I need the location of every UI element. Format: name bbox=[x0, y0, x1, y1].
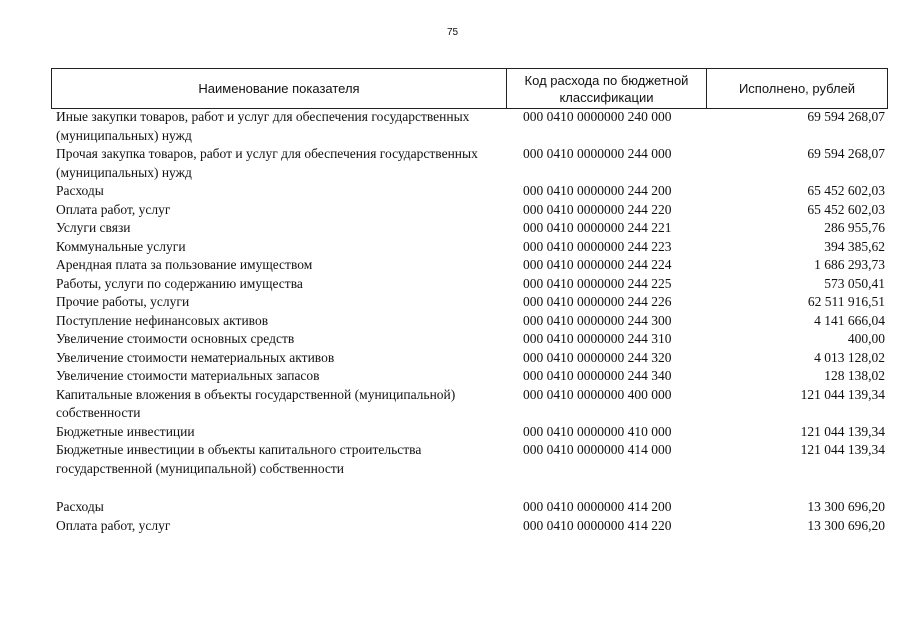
table-body bbox=[54, 108, 888, 535]
row-amount: 1 686 293,73 bbox=[814, 257, 885, 272]
row-name: Прочие работы, услуги bbox=[56, 294, 190, 309]
row-amount: 573 050,41 bbox=[824, 275, 885, 291]
table-row bbox=[54, 423, 888, 442]
row-amount: 69 594 268,07 bbox=[807, 109, 885, 124]
table-row bbox=[54, 386, 888, 423]
row-name: Прочая закупка товаров, работ и услуг для обеспечения государственных (муниципальных) нужд bbox=[56, 146, 478, 180]
row-name: Увеличение стоимости материальных запасов bbox=[56, 368, 320, 383]
table-row bbox=[54, 145, 888, 182]
table-header bbox=[51, 68, 888, 109]
table-row bbox=[54, 367, 888, 386]
table-row bbox=[54, 238, 888, 257]
row-code: 000 0410 0000000 244 310 bbox=[523, 331, 672, 346]
row-amount: 62 511 916,51 bbox=[807, 294, 885, 309]
table-row bbox=[54, 441, 888, 478]
row-code: 000 0410 0000000 244 000 bbox=[523, 146, 672, 161]
row-amount: 121 044 139,34 bbox=[800, 386, 885, 402]
row-name: Услуги связи bbox=[56, 220, 131, 235]
row-code: 000 0410 0000000 244 223 bbox=[523, 238, 672, 254]
table-row bbox=[54, 498, 888, 517]
header-amount: Исполнено, рублей bbox=[738, 81, 856, 96]
row-code: 000 0410 0000000 244 226 bbox=[523, 294, 672, 309]
row-code: 000 0410 0000000 244 200 bbox=[523, 183, 672, 198]
header-name: Наименование показателя bbox=[52, 69, 507, 108]
header-code: Код расхода по бюджетной классификации bbox=[507, 69, 707, 108]
row-amount: 128 138,02 bbox=[824, 368, 885, 383]
row-name: Увеличение стоимости нематериальных активов bbox=[56, 349, 335, 365]
row-amount: 400,00 bbox=[847, 331, 885, 346]
row-code: 000 0410 0000000 244 340 bbox=[523, 368, 672, 383]
table-row bbox=[54, 349, 888, 368]
row-amount: 13 300 696,20 bbox=[807, 517, 885, 533]
row-amount: 394 385,62 bbox=[824, 238, 885, 254]
row-code: 000 0410 0000000 414 220 bbox=[523, 517, 672, 533]
table-row bbox=[54, 330, 888, 349]
row-name: Увеличение стоимости основных средств bbox=[56, 331, 295, 346]
table-row bbox=[54, 293, 888, 312]
table-row bbox=[54, 108, 888, 145]
table-row bbox=[54, 517, 888, 536]
table-row bbox=[54, 182, 888, 201]
row-amount: 65 452 602,03 bbox=[807, 201, 885, 217]
row-name: Расходы bbox=[56, 183, 104, 198]
row-name: Оплата работ, услуг bbox=[56, 517, 171, 533]
row-code: 000 0410 0000000 244 220 bbox=[523, 201, 672, 217]
table-row bbox=[54, 275, 888, 294]
row-name: Расходы bbox=[56, 499, 104, 514]
row-code: 000 0410 0000000 414 000 bbox=[523, 442, 672, 457]
table-row bbox=[54, 201, 888, 220]
row-code: 000 0410 0000000 244 320 bbox=[523, 349, 672, 365]
table-row bbox=[54, 312, 888, 331]
row-name: Бюджетные инвестиции bbox=[56, 423, 195, 439]
table-row bbox=[54, 256, 888, 275]
row-amount: 121 044 139,34 bbox=[800, 442, 885, 457]
row-code: 000 0410 0000000 400 000 bbox=[523, 386, 672, 402]
row-name: Оплата работ, услуг bbox=[56, 201, 171, 217]
row-code: 000 0410 0000000 244 225 bbox=[523, 275, 672, 291]
row-amount: 69 594 268,07 bbox=[807, 146, 885, 161]
row-code: 000 0410 0000000 244 224 bbox=[523, 257, 672, 272]
row-code: 000 0410 0000000 414 200 bbox=[523, 499, 672, 514]
row-name: Коммунальные услуги bbox=[56, 238, 186, 254]
row-name: Капитальные вложения в объекты государственной (муниципальной) собственности bbox=[56, 386, 456, 420]
row-name: Иные закупки товаров, работ и услуг для обеспечения государственных (муниципальных) нужд bbox=[56, 109, 470, 143]
row-code: 000 0410 0000000 410 000 bbox=[523, 423, 672, 439]
row-amount: 4 013 128,02 bbox=[814, 349, 885, 365]
row-amount: 13 300 696,20 bbox=[807, 499, 885, 514]
row-amount: 121 044 139,34 bbox=[800, 423, 885, 439]
row-name: Работы, услуги по содержанию имущества bbox=[56, 275, 303, 291]
row-amount: 286 955,76 bbox=[824, 220, 885, 235]
page-number: 75 bbox=[446, 27, 459, 38]
row-code: 000 0410 0000000 244 221 bbox=[523, 220, 672, 235]
row-spacer bbox=[54, 478, 888, 498]
row-name: Арендная плата за пользование имуществом bbox=[56, 257, 313, 272]
row-code: 000 0410 0000000 244 300 bbox=[523, 312, 672, 328]
row-name: Бюджетные инвестиции в объекты капитального строительства государственной (муниципальной) собственности bbox=[56, 442, 422, 476]
row-amount: 65 452 602,03 bbox=[807, 183, 885, 198]
row-code: 000 0410 0000000 240 000 bbox=[523, 109, 672, 124]
table-row bbox=[54, 219, 888, 238]
row-amount: 4 141 666,04 bbox=[814, 312, 885, 328]
row-name: Поступление нефинансовых активов bbox=[56, 312, 269, 328]
